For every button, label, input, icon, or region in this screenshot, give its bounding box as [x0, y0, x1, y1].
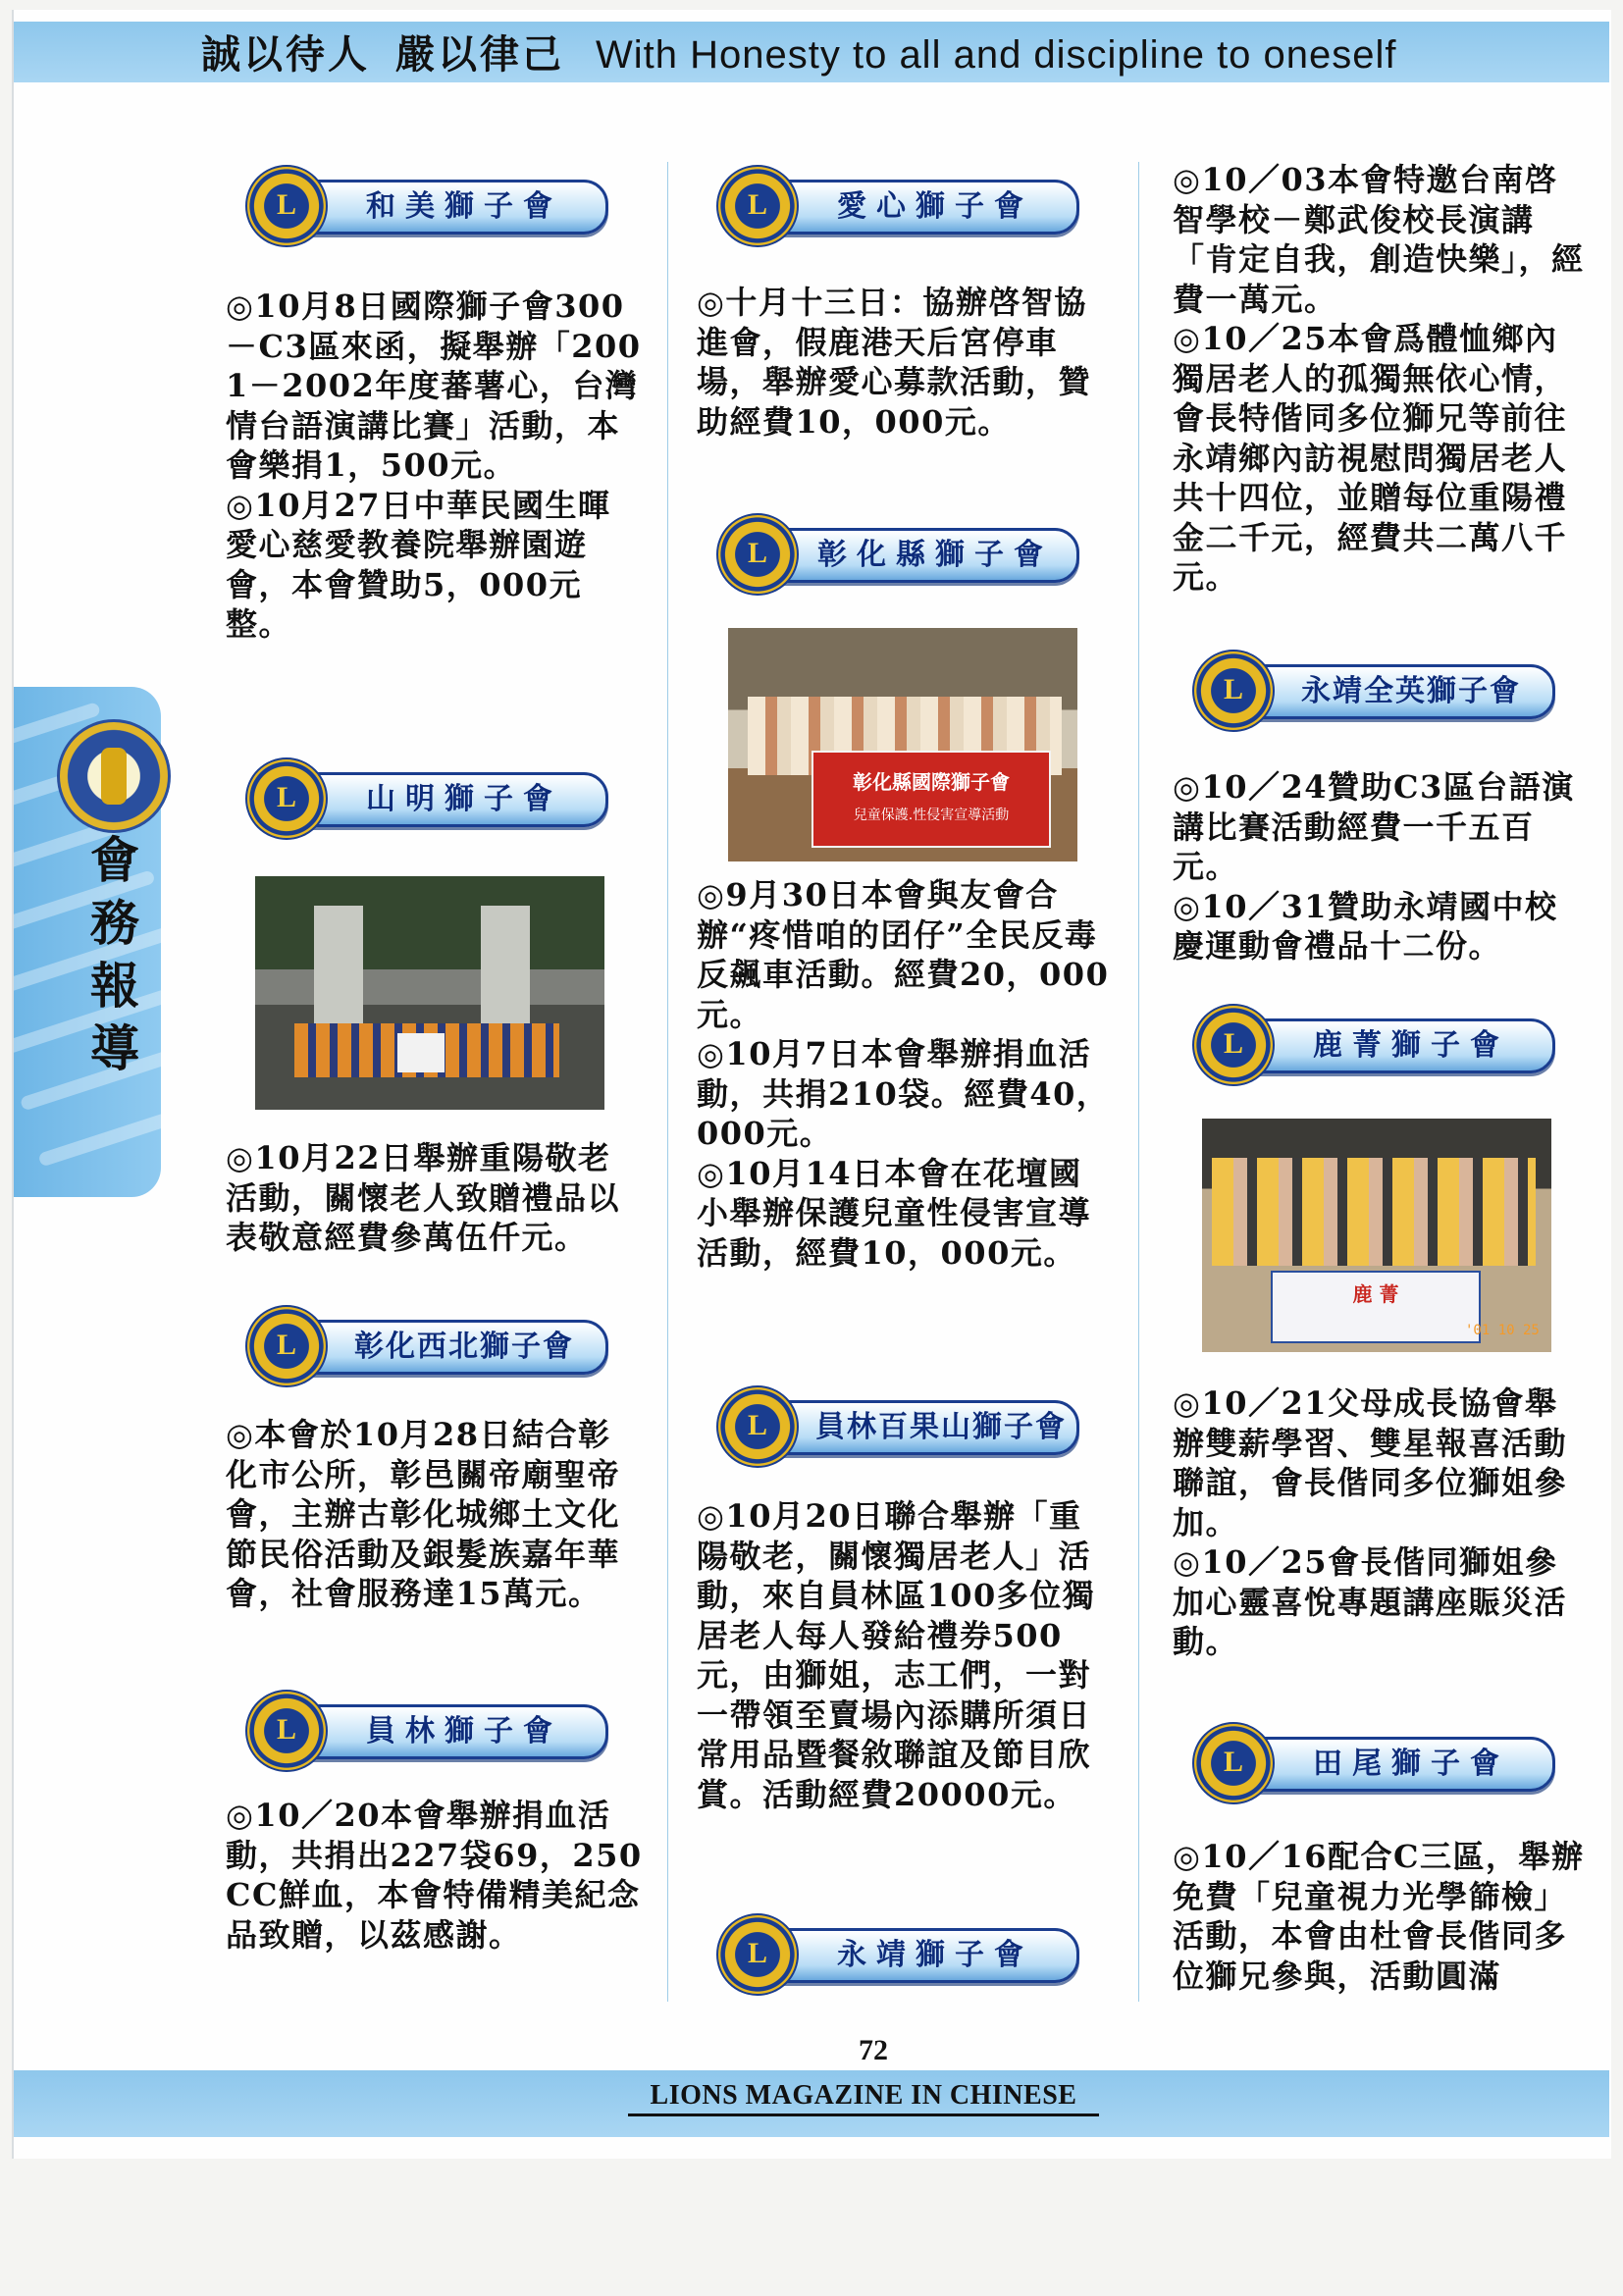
page-number: 72: [859, 2034, 888, 2066]
club-header-yuanlin-baiguoshan: [716, 1385, 1079, 1464]
photo-flag: [397, 1033, 445, 1072]
lions-logo-icon: L: [716, 1385, 799, 1468]
side-title-char: 會: [90, 831, 139, 889]
report-text: ◎10月8日國際獅子會300－C3區來函，擬舉辦「2001－2002年度蕃薯心，台灣情台語演講比賽」活動，本會樂捐1，500元。 ◎10月27日中華民國生暉愛心慈愛教養院舉辦園遊會，本會贊助5，000元整。: [226, 287, 642, 643]
club-header-pill: [756, 1400, 1079, 1455]
club-report-changhua-northwest: [226, 1415, 643, 1690]
photo-people: [1212, 1158, 1536, 1266]
club-header-aixin: [716, 165, 1079, 243]
club-header-lujing: [1192, 1004, 1555, 1082]
club-header-pill: [756, 528, 1079, 583]
report-text: ◎十月十三日：協辦啓智協進會，假鹿港天后宮停車場，舉辦愛心募款活動，贊助經費10，000元。: [697, 284, 1092, 441]
column-divider: [1138, 162, 1139, 2002]
lions-logo-icon: L: [716, 1913, 799, 1996]
side-section-title: [61, 829, 169, 1080]
side-title-char: 報: [90, 957, 139, 1015]
photo-red-banner: [812, 751, 1051, 848]
report-text: ◎10／20本會舉辦捐血活動，共捐出227袋69，250CC鮮血，本會特備精美紀念品致贈，以茲感謝。: [226, 1797, 643, 1954]
side-title-char: 導: [90, 1019, 139, 1077]
club-report-changhua-county: [697, 875, 1114, 1336]
report-text: ◎本會於10月28日結合彰化市公所，彰邑關帝廟聖帝會，主辦古彰化城鄉土文化節民俗活動及銀髮族嘉年華會，社會服務達15萬元。: [226, 1416, 621, 1612]
lions-logo-icon: L: [1192, 650, 1275, 732]
banner-text: 鹿 菁: [1352, 1282, 1399, 1306]
lujing-group-photo: [1202, 1119, 1551, 1352]
lions-logo-icon: L: [716, 513, 799, 596]
side-title-char: 務: [90, 894, 139, 952]
club-header-yongjing: [716, 1913, 1079, 1992]
lions-logo-icon: L: [245, 1305, 328, 1387]
club-report-yuanlin: [226, 1796, 643, 2011]
header-motto: [201, 26, 1397, 84]
club-title: 永靖全英獅子會: [1301, 674, 1521, 708]
club-title: 山明獅子會: [366, 782, 562, 816]
lions-logo-icon: L: [245, 1690, 328, 1772]
banner-text: 彰化縣國際獅子會: [853, 770, 1010, 794]
magazine-title: LIONS MAGAZINE IN CHINESE: [628, 2080, 1099, 2116]
club-report-hemei: [226, 287, 643, 718]
club-title: 田尾獅子會: [1313, 1747, 1509, 1781]
lions-logo-icon: L: [716, 165, 799, 247]
club-report-aixin: [697, 283, 1114, 449]
club-header-pill: [756, 180, 1079, 235]
club-report-tianwei: [1173, 1837, 1590, 2013]
club-header-pill: [285, 772, 608, 827]
report-text: ◎9月30日本會與友會合辦“疼惜咱的囝仔”全民反毒反飆車活動。經費20，000元。 ◎10月7日本會舉辦捐血活動，共捐210袋。經費40，000元。 ◎10月14日本會在花壇國小舉辦保護兒童性侵害宣導活動，經費10，000元。: [697, 876, 1110, 1272]
club-title: 愛心獅子會: [837, 189, 1033, 224]
motto-cn-2: 嚴以律己: [395, 33, 564, 77]
photo-club-banner: [1271, 1271, 1481, 1343]
club-title: 彰化西北獅子會: [354, 1330, 574, 1364]
club-title: 彰化縣獅子會: [817, 538, 1053, 572]
report-text: ◎10／16配合C三區，舉辦免費「兒童視力光學篩檢」活動，本會由杜會長偕同多位獅兄參與，活動圓滿: [1173, 1838, 1585, 1995]
report-text: ◎10／24贊助C3區台語演講比賽活動經費一千五百元。 ◎10／31贊助永靖國中校慶運動會禮品十二份。: [1173, 768, 1575, 965]
lions-international-emblem-icon: [57, 719, 171, 833]
lions-logo-icon: L: [245, 757, 328, 840]
motto-en: With Honesty to all and discipline to oneself: [596, 33, 1397, 77]
photo-date-stamp: '01 10 25: [1465, 1323, 1540, 1338]
lions-logo-icon: L: [245, 165, 328, 247]
changhua-county-group-photo: [728, 628, 1077, 861]
club-header-pill: [285, 1320, 608, 1375]
club-header-pill: [1231, 1737, 1555, 1792]
club-title: 員林百果山獅子會: [815, 1410, 1067, 1444]
club-title: 和美獅子會: [366, 189, 562, 224]
lions-logo-icon: L: [1192, 1722, 1275, 1804]
banner-subtext: 兒童保護.性侵害宣導活動: [853, 808, 1010, 823]
shanming-group-photo: [255, 876, 604, 1110]
club-header-changhua-county: [716, 513, 1079, 592]
club-header-hemei: [245, 165, 608, 243]
club-report-yuanlin-baiguoshan: [697, 1496, 1114, 1889]
club-title: 鹿菁獅子會: [1313, 1028, 1509, 1063]
club-header-tianwei: [1192, 1722, 1555, 1800]
club-title: 永靖獅子會: [837, 1938, 1033, 1972]
club-header-changhua-northwest: [245, 1305, 608, 1383]
motto-cn-1: 誠以待人: [201, 33, 370, 77]
report-text: ◎10月20日聯合舉辦「重陽敬老，關懷獨居老人」活動，來自員林區100多位獨居老人每人發給禮券500元，由獅姐，志工們，一對一帶領至賣場內添購所須日常用品暨餐敘聯誼及節目欣賞。活動經費20000元。: [697, 1497, 1096, 1813]
club-header-yongjing-quanying: [1192, 650, 1555, 728]
report-text: ◎10月22日舉辦重陽敬老活動，關懷老人致贈禮品以表敬意經費參萬伍仟元。: [226, 1139, 621, 1256]
club-header-pill: [1231, 1018, 1555, 1073]
club-report-shanming: [226, 1138, 643, 1266]
column-divider: [667, 162, 668, 2002]
report-text: ◎10／03本會特邀台南啓智學校－鄭武俊校長演講「肯定自我，創造快樂」，經費一萬元。 ◎10／25本會爲體恤鄉內獨居老人的孤獨無依心情，會長特偕同多位獅兄等前往永靖鄉內訪視慰問獨居老人共十四位，並贈每位重陽禮金二千元，經費共二萬八千元。: [1173, 161, 1585, 596]
club-report-yongjing-continued: [1173, 160, 1590, 621]
club-header-yuanlin: [245, 1690, 608, 1768]
club-report-yongjing-quanying: [1173, 767, 1590, 983]
club-title: 員林獅子會: [366, 1714, 562, 1748]
club-report-lujing: [1173, 1383, 1590, 1688]
lions-logo-icon: L: [1192, 1004, 1275, 1086]
report-text: ◎10／21父母成長協會舉辦雙薪學習、雙星報喜活動聯誼，會長偕同多位獅姐參加。 ◎10／25會長偕同獅姐參加心靈喜悅專題講座賑災活動。: [1173, 1384, 1568, 1660]
club-header-shanming: [245, 757, 608, 836]
club-header-pill: [285, 1704, 608, 1759]
emblem-figure: [101, 748, 127, 805]
club-header-pill: [1231, 664, 1555, 719]
club-header-pill: [756, 1928, 1079, 1983]
club-header-pill: [285, 180, 608, 235]
